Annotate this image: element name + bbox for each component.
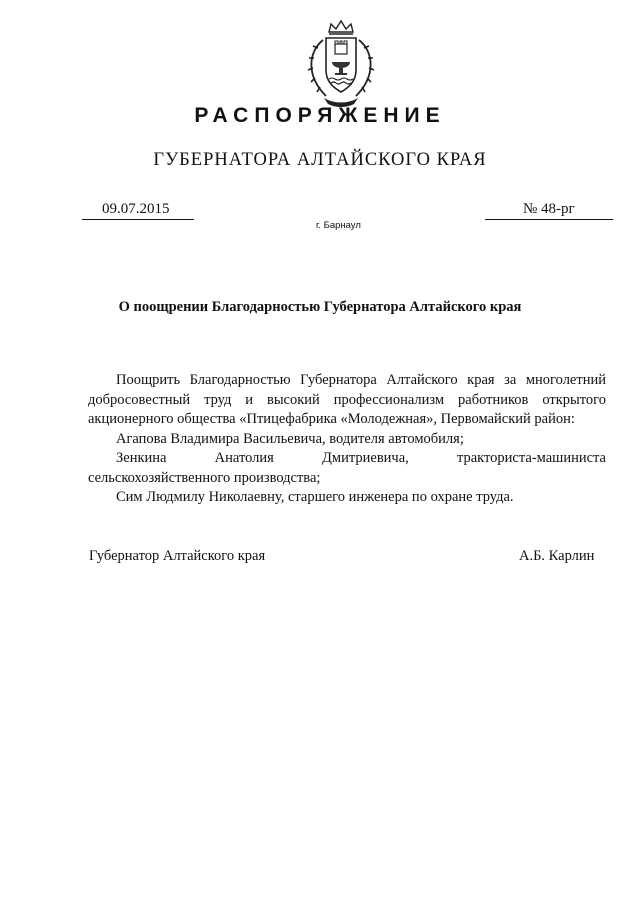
document-body	[88, 371, 606, 508]
body-paragraph-intro: Поощрить Благодарностью Губернатора Алтайского края за многолетний добросовестный труд и высокий профессионализм работников открытого акционерного общества «Птицефабрика «Молодежная», Первомайский район:	[88, 372, 606, 427]
signatory-name: А.Б. Карлин	[519, 548, 595, 564]
document-date: 09.07.2015	[102, 201, 170, 217]
body-paragraph-item: Сим Людмилу Николаевну, старшего инженера по охране труда.	[116, 489, 514, 505]
altai-krai-coat-of-arms-icon	[296, 18, 386, 110]
document-title: О поощрении Благодарностью Губернатора Алтайского края	[118, 299, 522, 315]
document-type: РАСПОРЯЖЕНИЕ	[194, 104, 446, 127]
body-paragraph-item: Агапова Владимира Васильевича, водителя автомобиля;	[116, 430, 464, 447]
document-city: г. Барнаул	[316, 220, 361, 231]
signatory-position: Губернатор Алтайского края	[89, 548, 266, 564]
document-number: № 48-рг	[523, 201, 575, 217]
body-paragraph-item: Зенкина Анатолия Дмитриевича, тракториста-машиниста сельскохозяйственного производства;	[88, 450, 606, 486]
issuer: ГУБЕРНАТОРА АЛТАЙСКОГО КРАЯ	[153, 150, 487, 170]
